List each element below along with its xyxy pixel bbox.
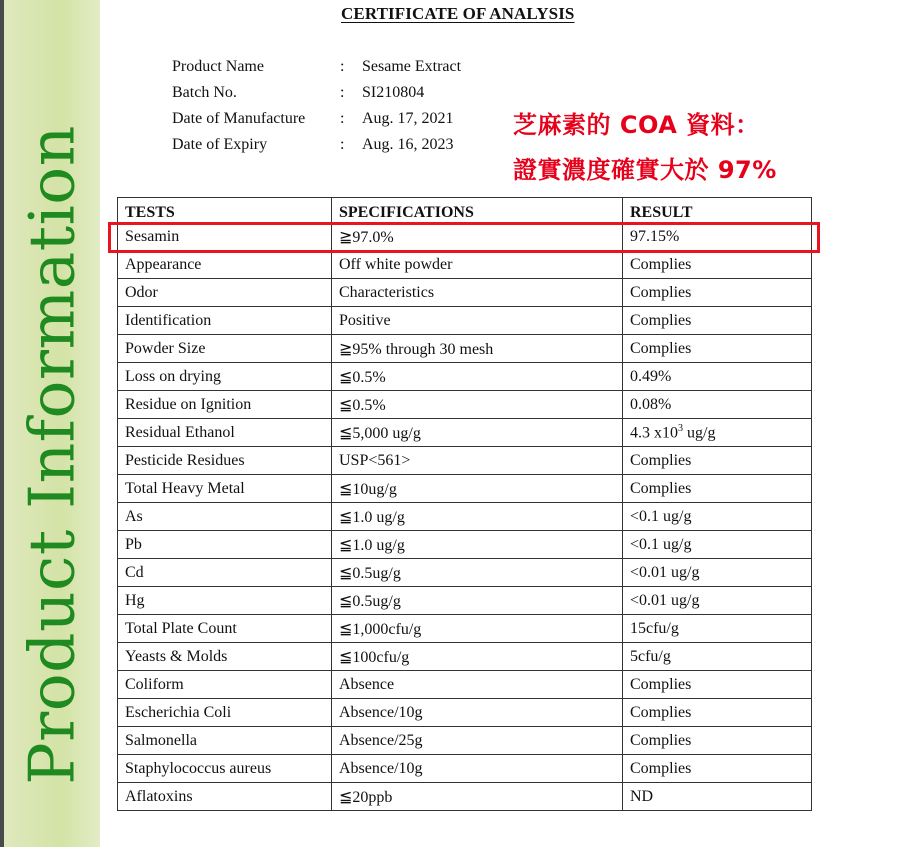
table-row [118,587,812,615]
specification-cell: Absence [332,671,623,699]
specification-cell: ≦0.5ug/g [332,559,623,587]
document-title: CERTIFICATE OF ANALYSIS [341,4,575,23]
specification-cell: Off white powder [332,251,623,279]
meta-label: Date of Expiry [172,136,268,153]
specification-cell: ≦20ppb [332,783,623,811]
column-header-specifications: SPECIFICATIONS [332,198,623,223]
test-name-cell: Residue on Ignition [118,391,332,419]
table-row [118,559,812,587]
test-name-cell: Pesticide Residues [118,447,332,475]
result-cell: 0.49% [623,363,812,391]
meta-separator: : [340,136,345,153]
specification-cell: ≦5,000 ug/g [332,419,623,447]
table-row [118,447,812,475]
result-cell: <0.01 ug/g [623,559,812,587]
table-row [118,335,812,363]
table-row [118,783,812,811]
table-row [118,363,812,391]
result-value: 4.3 x10 [630,424,678,442]
test-name-cell: As [118,503,332,531]
test-name-cell: Residual Ethanol [118,419,332,447]
table-row [118,419,812,447]
sesamin-highlight-box [108,222,820,253]
result-cell: <0.01 ug/g [623,587,812,615]
meta-label: Date of Manufacture [172,110,306,127]
specification-cell: Positive [332,307,623,335]
result-exponent: 3 [678,422,683,434]
test-name-cell: Identification [118,307,332,335]
result-cell: Complies [623,307,812,335]
result-cell: Complies [623,755,812,783]
test-name-cell: Aflatoxins [118,783,332,811]
specification-cell: ≦1.0 ug/g [332,531,623,559]
meta-value: Aug. 16, 2023 [362,136,454,153]
specification-cell: ≦0.5% [332,363,623,391]
test-name-cell: Odor [118,279,332,307]
meta-value: Aug. 17, 2021 [362,110,454,127]
annotation-line-1: 芝麻素的 COA 資料： [513,111,760,139]
table-row [118,727,812,755]
result-cell: <0.1 ug/g [623,531,812,559]
test-name-cell: Sesamin [118,223,332,251]
table-row [118,615,812,643]
table-row [118,391,812,419]
table-row [118,671,812,699]
specification-cell: ≧97.0% [332,223,623,251]
result-cell: 97.15% [623,223,812,251]
test-name-cell: Escherichia Coli [118,699,332,727]
meta-value: SI210804 [362,84,425,101]
result-cell: Complies [623,671,812,699]
test-name-cell: Coliform [118,671,332,699]
result-cell: 0.08% [623,391,812,419]
specification-cell: ≦100cfu/g [332,643,623,671]
result-cell: <0.1 ug/g [623,503,812,531]
specification-cell: ≦1.0 ug/g [332,503,623,531]
specification-cell: USP<561> [332,447,623,475]
table-row [118,755,812,783]
meta-separator: : [340,58,345,75]
meta-label: Product Name [172,58,264,75]
specification-cell: ≧95% through 30 mesh [332,335,623,363]
table-row [118,699,812,727]
result-cell: ND [623,783,812,811]
table-body [118,223,812,811]
result-cell: Complies [623,475,812,503]
result-cell: Complies [623,727,812,755]
result-cell [623,419,812,447]
meta-label: Batch No. [172,84,237,101]
test-name-cell: Staphylococcus aureus [118,755,332,783]
test-name-cell: Pb [118,531,332,559]
side-title: Product Information [15,125,89,785]
test-name-cell: Appearance [118,251,332,279]
table-row [118,643,812,671]
table-row [118,475,812,503]
table-header-row [118,198,812,223]
result-cell: 15cfu/g [623,615,812,643]
specification-cell: ≦0.5% [332,391,623,419]
analysis-table [117,197,812,811]
annotation-line-2: 證實濃度確實大於 97% [513,156,777,184]
result-cell: Complies [623,251,812,279]
result-cell: Complies [623,447,812,475]
specification-cell: Characteristics [332,279,623,307]
result-cell: 5cfu/g [623,643,812,671]
test-name-cell: Hg [118,587,332,615]
table-row [118,307,812,335]
test-name-cell: Total Plate Count [118,615,332,643]
meta-separator: : [340,110,345,127]
specification-cell: ≦1,000cfu/g [332,615,623,643]
test-name-cell: Loss on drying [118,363,332,391]
test-name-cell: Total Heavy Metal [118,475,332,503]
table-row [118,531,812,559]
result-cell: Complies [623,699,812,727]
test-name-cell: Yeasts & Molds [118,643,332,671]
meta-separator: : [340,84,345,101]
test-name-cell: Cd [118,559,332,587]
result-unit: ug/g [683,424,716,442]
specification-cell: ≦10ug/g [332,475,623,503]
specification-cell: Absence/10g [332,755,623,783]
specification-cell: Absence/10g [332,699,623,727]
table-row [118,251,812,279]
meta-value: Sesame Extract [362,58,462,75]
table-row [118,279,812,307]
table-row [118,503,812,531]
specification-cell: Absence/25g [332,727,623,755]
result-cell: Complies [623,279,812,307]
column-header-tests: TESTS [118,198,332,223]
column-header-result: RESULT [623,198,812,223]
test-name-cell: Powder Size [118,335,332,363]
result-cell: Complies [623,335,812,363]
test-name-cell: Salmonella [118,727,332,755]
specification-cell: ≦0.5ug/g [332,587,623,615]
